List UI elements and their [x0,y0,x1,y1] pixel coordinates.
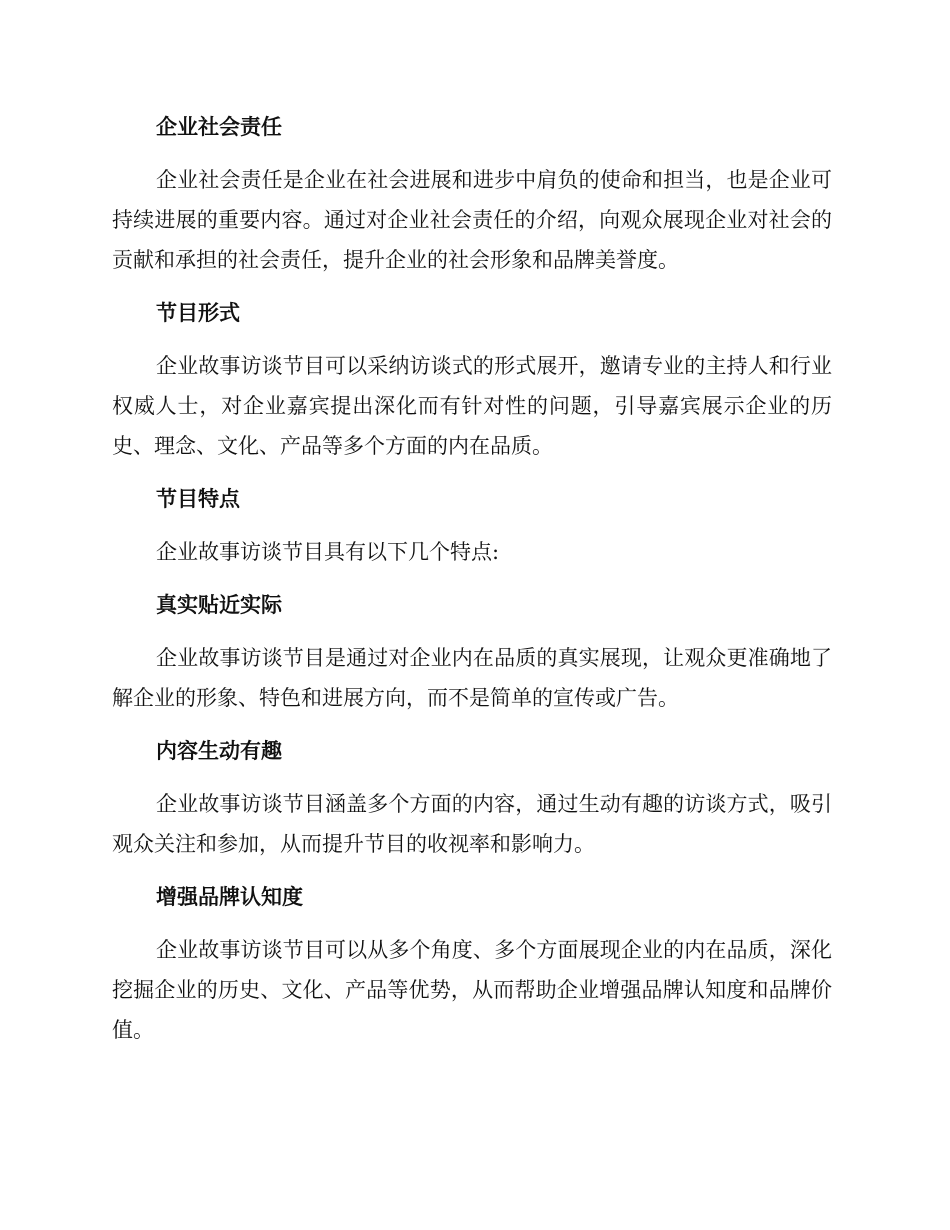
section-heading-brand: 增强品牌认知度 [156,884,303,909]
section-heading-engaging: 内容生动有趣 [156,738,282,763]
section-body-engaging: 企业故事访谈节目涵盖多个方面的内容，通过生动有趣的访谈方式，吸引观众关注和参加，从而提升节目的收视率和影响力。 [112,792,832,856]
section-body-authentic: 企业故事访谈节目是通过对企业内在品质的真实展现，让观众更准确地了解企业的形象、特色和进展方向，而不是简单的宣传或广告。 [112,646,832,710]
document-content [112,108,832,1064]
section-body-format: 企业故事访谈节目可以采纳访谈式的形式展开，邀请专业的主持人和行业权威人士，对企业嘉宾提出深化而有针对性的问题，引导嘉宾展示企业的历史、理念、文化、产品等多个方面的内在品质。 [112,354,832,458]
section-body-features: 企业故事访谈节目具有以下几个特点: [156,540,500,564]
section-heading-csr: 企业社会责任 [156,114,282,139]
section-body-csr: 企业社会责任是企业在社会进展和进步中肩负的使命和担当，也是企业可持续进展的重要内容。通过对企业社会责任的介绍，向观众展现企业对社会的贡献和承担的社会责任，提升企业的社会形象和品牌美誉度。 [112,168,832,272]
section-heading-features: 节目特点 [156,486,240,511]
section-heading-authentic: 真实贴近实际 [156,592,282,617]
section-body-brand: 企业故事访谈节目可以从多个角度、多个方面展现企业的内在品质，深化挖掘企业的历史、文化、产品等优势，从而帮助企业增强品牌认知度和品牌价值。 [112,938,832,1042]
section-heading-format: 节目形式 [156,300,240,325]
